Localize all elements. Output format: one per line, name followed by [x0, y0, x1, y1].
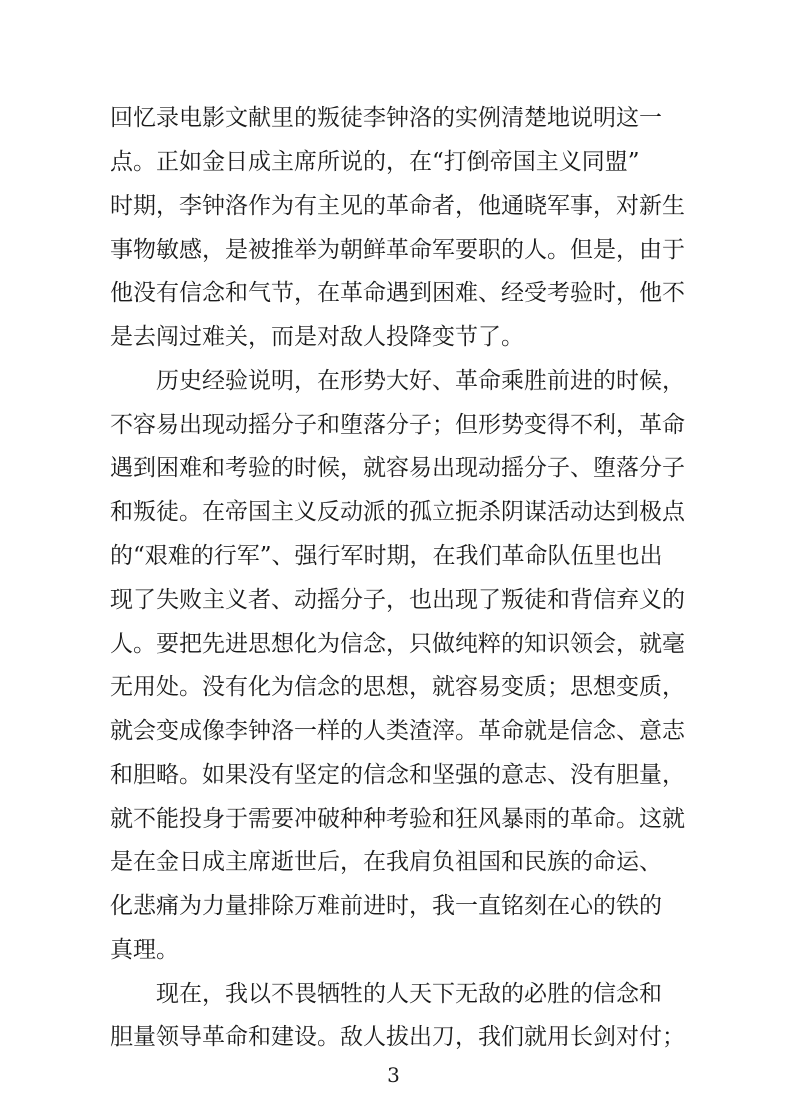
text-line: 真理。	[110, 937, 179, 963]
text-line: 他没有信念和气节，在革命遇到困难、经受考验时，他不	[110, 280, 685, 306]
text-line: 事物敏感，是被推举为朝鲜革命军要职的人。但是，由于	[110, 237, 685, 263]
text-line: 化悲痛为力量排除万难前进时，我一直铭刻在心的铁的	[110, 893, 662, 919]
page-number: 3	[387, 1063, 400, 1087]
text-line: 就会变成像李钟洛一样的人类渣滓。革命就是信念、意志	[110, 718, 685, 744]
text-line: 时期，李钟洛作为有主见的革命者，他通晓军事，对新生	[110, 193, 685, 219]
text-line: 现在，我以不畏牺牲的人天下无敌的必胜的信念和	[110, 981, 662, 1007]
text-line: 和胆略。如果没有坚定的信念和坚强的意志、没有胆量，	[110, 762, 685, 788]
text-line: 胆量领导革命和建设。敌人拔出刀，我们就用长剑对付；	[110, 1024, 685, 1050]
text-line: 历史经验说明，在形势大好、革命乘胜前进的时候，	[110, 368, 685, 394]
text-line: 的“艰难的行军”、强行军时期，在我们革命队伍里也出	[110, 543, 663, 569]
text-line: 人。要把先进思想化为信念，只做纯粹的知识领会，就毫	[110, 631, 685, 657]
text-line: 是在金日成主席逝世后，在我肩负祖国和民族的命运、	[110, 849, 662, 875]
text-line: 回忆录电影文献里的叛徒李钟洛的实例清楚地说明这一	[110, 105, 662, 131]
text-line: 不容易出现动摇分子和堕落分子；但形势变得不利，革命	[110, 412, 685, 438]
text-line: 是去闯过难关，而是对敌人投降变节了。	[110, 324, 524, 350]
text-line: 遇到困难和考验的时候，就容易出现动摇分子、堕落分子	[110, 455, 685, 481]
text-line: 现了失败主义者、动摇分子，也出现了叛徒和背信弃义的	[110, 587, 685, 613]
text-line: 无用处。没有化为信念的思想，就容易变质；思想变质，	[110, 674, 685, 700]
text-line: 就不能投身于需要冲破种种考验和狂风暴雨的革命。这就	[110, 806, 685, 832]
text-line: 点。正如金日成主席所说的，在“打倒帝国主义同盟”	[110, 149, 640, 175]
text-line: 和叛徒。在帝国主义反动派的孤立扼杀阴谋活动达到极点	[110, 499, 685, 525]
